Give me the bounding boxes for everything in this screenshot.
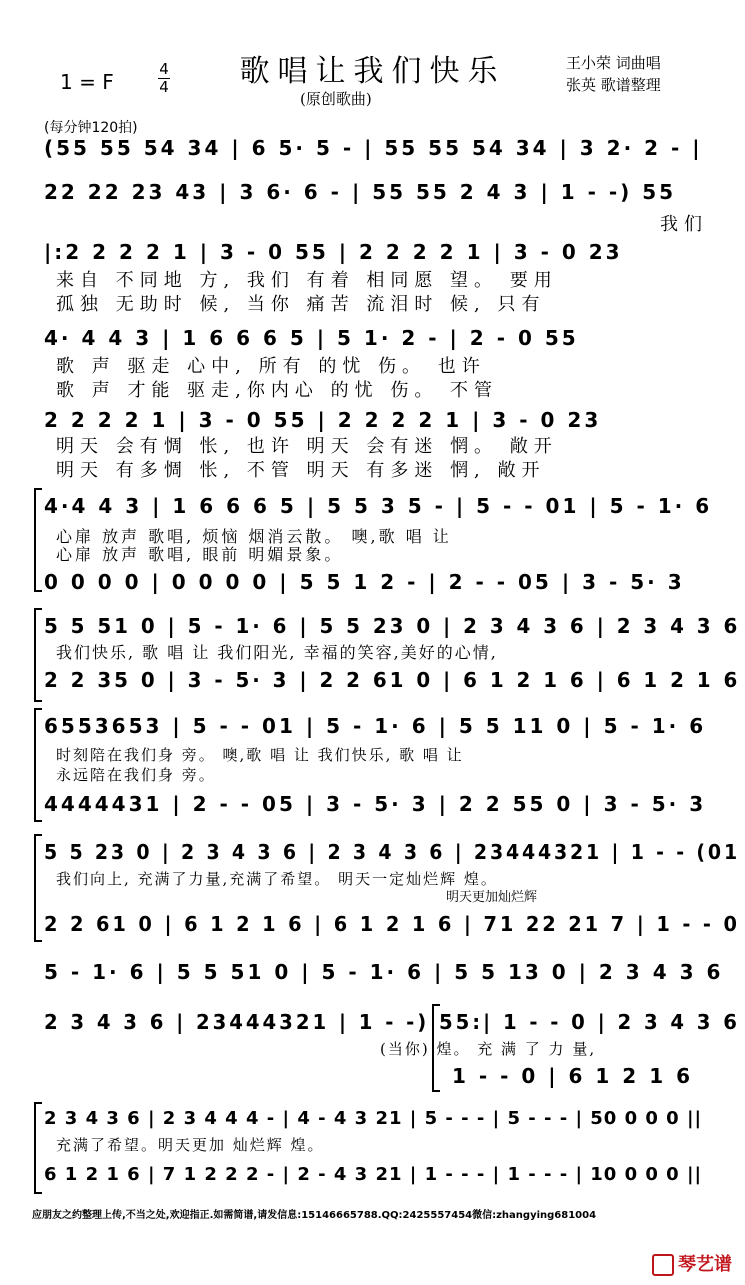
system-brace xyxy=(34,608,42,702)
lyric-line: 时刻陪在我们身 旁。 噢,歌 唱 让 我们快乐, 歌 唱 让 xyxy=(56,746,464,764)
notation-line: 4·4 4 3 | 1 6 6 6 5 | 5 5 3 5 - | 5 - - 01 | 5 - 1· 6 xyxy=(44,494,713,518)
credit-composer: 王小荣 词曲唱 xyxy=(566,54,661,72)
lyric-line: 我们向上, 充满了力量,充满了希望。 明天一定灿烂辉 煌。 xyxy=(56,870,498,888)
system-brace xyxy=(432,1004,440,1092)
song-subtitle: (原创歌曲) xyxy=(300,90,372,108)
lyric-line: 充满了希望。明天更加 灿烂辉 煌。 xyxy=(56,1136,325,1154)
footer-note: 应朋友之约整理上传,不当之处,欢迎指正.如需简谱,请发信息:15146665788.QQ:2425557454微信:zhangying681004 xyxy=(32,1210,597,1221)
lyric-line: 我们 xyxy=(660,214,708,235)
notation-line: 6 1 2 1 6 | 7 1 2 2 2 - | 2 - 4 3 21 | 1 - - - | 1 - - - | 10 0 0 0 || xyxy=(44,1164,703,1185)
lyric-line: 明天 有多惆 怅, 不管 明天 有多迷 惘, 敞开 xyxy=(56,460,546,481)
lyric-line: 来自 不同地 方, 我们 有着 相同愿 望。 要用 xyxy=(56,270,558,291)
lyric-line: 明天 会有惆 怅, 也许 明天 会有迷 惘。 敞开 xyxy=(56,436,558,457)
logo-mark-icon xyxy=(652,1254,674,1276)
notation-line: 4444431 | 2 - - 05 | 3 - 5· 3 | 2 2 55 0 | 3 - 5· 3 xyxy=(44,792,707,816)
lyric-line: (当你) 煌。 充 满 了 力 量, xyxy=(380,1040,597,1058)
lyric-line: 心扉 放声 歌唱, 烦恼 烟消云散。 噢,歌 唱 让 xyxy=(56,527,452,546)
system-brace xyxy=(34,708,42,822)
notation-line: 5 - 1· 6 | 5 5 51 0 | 5 - 1· 6 | 5 5 13 0 | 2 3 4 3 6 xyxy=(44,960,724,984)
notation-line: 2 2 35 0 | 3 - 5· 3 | 2 2 61 0 | 6 1 2 1 6 | 6 1 2 1 6 xyxy=(44,668,741,692)
key-signature: 1 = F xyxy=(60,70,114,94)
credit-arranger: 张英 歌谱整理 xyxy=(566,76,661,94)
notation-line: 5 5 51 0 | 5 - 1· 6 | 5 5 23 0 | 2 3 4 3 6 | 2 3 4 3 6 xyxy=(44,614,741,638)
time-signature xyxy=(158,62,170,95)
song-title: 歌唱让我们快乐 xyxy=(239,54,506,89)
logo-text: 琴艺谱 xyxy=(678,1254,732,1275)
notation-line: (55 55 54 34 | 6 5· 5 - | 55 55 54 34 | 3 2· 2 - | xyxy=(44,136,703,160)
notation-line: |:2 2 2 2 1 | 3 - 0 55 | 2 2 2 2 1 | 3 - 0 23 xyxy=(44,240,623,264)
credits xyxy=(566,52,661,96)
notation-line: 2 2 2 2 1 | 3 - 0 55 | 2 2 2 2 1 | 3 - 0 23 xyxy=(44,408,602,432)
lyric-line: 明天更加灿烂辉 xyxy=(446,890,538,905)
notation-line: 6553653 | 5 - - 01 | 5 - 1· 6 | 5 5 11 0 | 5 - 1· 6 xyxy=(44,714,707,738)
notation-line: 4· 4 4 3 | 1 6 6 6 5 | 5 1· 2 - | 2 - 0 55 xyxy=(44,326,579,350)
meter-bottom: 4 xyxy=(159,78,169,96)
notation-line: 22 22 23 43 | 3 6· 6 - | 55 55 2 4 3 | 1 - -) 55 xyxy=(44,180,677,204)
notation-line: 2 2 61 0 | 6 1 2 1 6 | 6 1 2 1 6 | 71 22 21 7 | 1 - - 0 xyxy=(44,912,740,936)
lyric-line: 歌 声 才能 驱走,你内心 的忧 伤。 不管 xyxy=(56,380,499,401)
tempo-marking: (每分钟120拍) xyxy=(44,120,138,136)
lyric-line: 歌 声 驱走 心中, 所有 的忧 伤。 也许 xyxy=(56,356,486,377)
lyric-line: 永远陪在我们身 旁。 xyxy=(56,766,216,784)
notation-line: 1 - - 0 | 6 1 2 1 6 xyxy=(452,1064,693,1088)
notation-line: 5 5 23 0 | 2 3 4 3 6 | 2 3 4 3 6 | 23444321 | 1 - - (01 xyxy=(44,840,740,864)
lyric-line: 孤独 无助时 候, 当你 痛苦 流泪时 候, 只有 xyxy=(56,294,546,315)
site-logo xyxy=(652,1250,732,1276)
notation-line: 2 3 4 3 6 | 23444321 | 1 - -) 55:| 1 - - 0 | 2 3 4 3 6 xyxy=(44,1010,740,1034)
system-brace xyxy=(34,834,42,942)
meter-top: 4 xyxy=(159,60,169,78)
lyric-line: 我们快乐, 歌 唱 让 我们阳光, 幸福的笑容,美好的心情, xyxy=(56,643,498,662)
notation-line: 2 3 4 3 6 | 2 3 4 4 4 - | 4 - 4 3 21 | 5 - - - | 5 - - - | 50 0 0 0 || xyxy=(44,1108,703,1129)
notation-line: 0 0 0 0 | 0 0 0 0 | 5 5 1 2 - | 2 - - 05 | 3 - 5· 3 xyxy=(44,570,685,594)
system-brace xyxy=(34,1102,42,1194)
system-brace xyxy=(34,488,42,592)
lyric-line: 心扉 放声 歌唱, 眼前 明媚景象。 xyxy=(56,545,344,564)
